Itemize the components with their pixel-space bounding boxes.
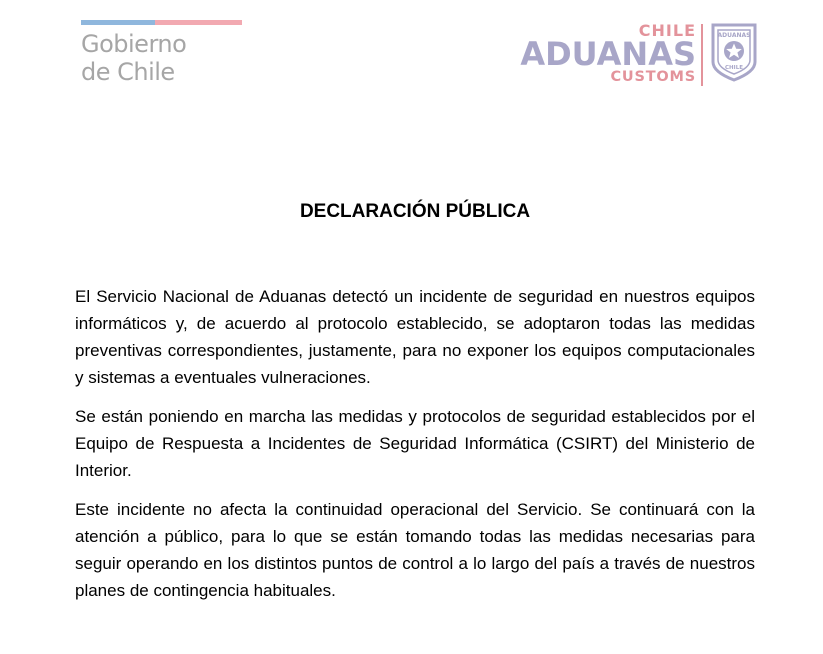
aduanas-badge-icon [710, 22, 758, 82]
aduanas-divider [701, 24, 703, 86]
aduanas-wordmark [520, 20, 696, 86]
aduanas-name-label: ADUANAS [520, 35, 696, 73]
gobierno-flag-blue [81, 20, 155, 25]
gobierno-line-2: de Chile [81, 58, 175, 86]
page-title: DECLARACIÓN PÚBLICA [299, 201, 531, 222]
gobierno-de-chile-logo [81, 20, 243, 90]
gobierno-line-1: Gobierno [81, 30, 187, 58]
document-body [75, 283, 755, 616]
gobierno-wordmark [81, 30, 186, 86]
gobierno-flag-red [155, 20, 242, 25]
aduanas-chile-logo [510, 20, 760, 90]
paragraph-3: Este incidente no afecta la continuidad operacional del Servicio. Se continuará con la atención a público, para lo que se están tomando todas las medidas necesarias para seguir operando en los distintos puntos de control a lo largo del país a través de nuestros planes de contingencia habituales. [75, 500, 755, 600]
badge-top-text: ADUANAS [717, 32, 751, 39]
paragraph-1: El Servicio Nacional de Aduanas detectó un incidente de seguridad en nuestros equipos informáticos y, de acuerdo al protocolo establecido, se adoptaron todas las medidas preventivas correspondientes, justamente, para no exponer los equipos computacionales y sistemas a eventuales vulneraciones. [75, 287, 755, 387]
aduanas-customs-label: CUSTOMS [610, 69, 696, 85]
paragraph-2: Se están poniendo en marcha las medidas y protocolos de seguridad establecidos por el Equipo de Respuesta a Incidentes de Seguridad Informática (CSIRT) del Ministerio de Interior. [75, 407, 755, 480]
gobierno-flag-bar [81, 20, 242, 25]
aduanas-chile-label: CHILE [638, 21, 696, 40]
badge-bottom-text: CHILE [725, 65, 743, 71]
